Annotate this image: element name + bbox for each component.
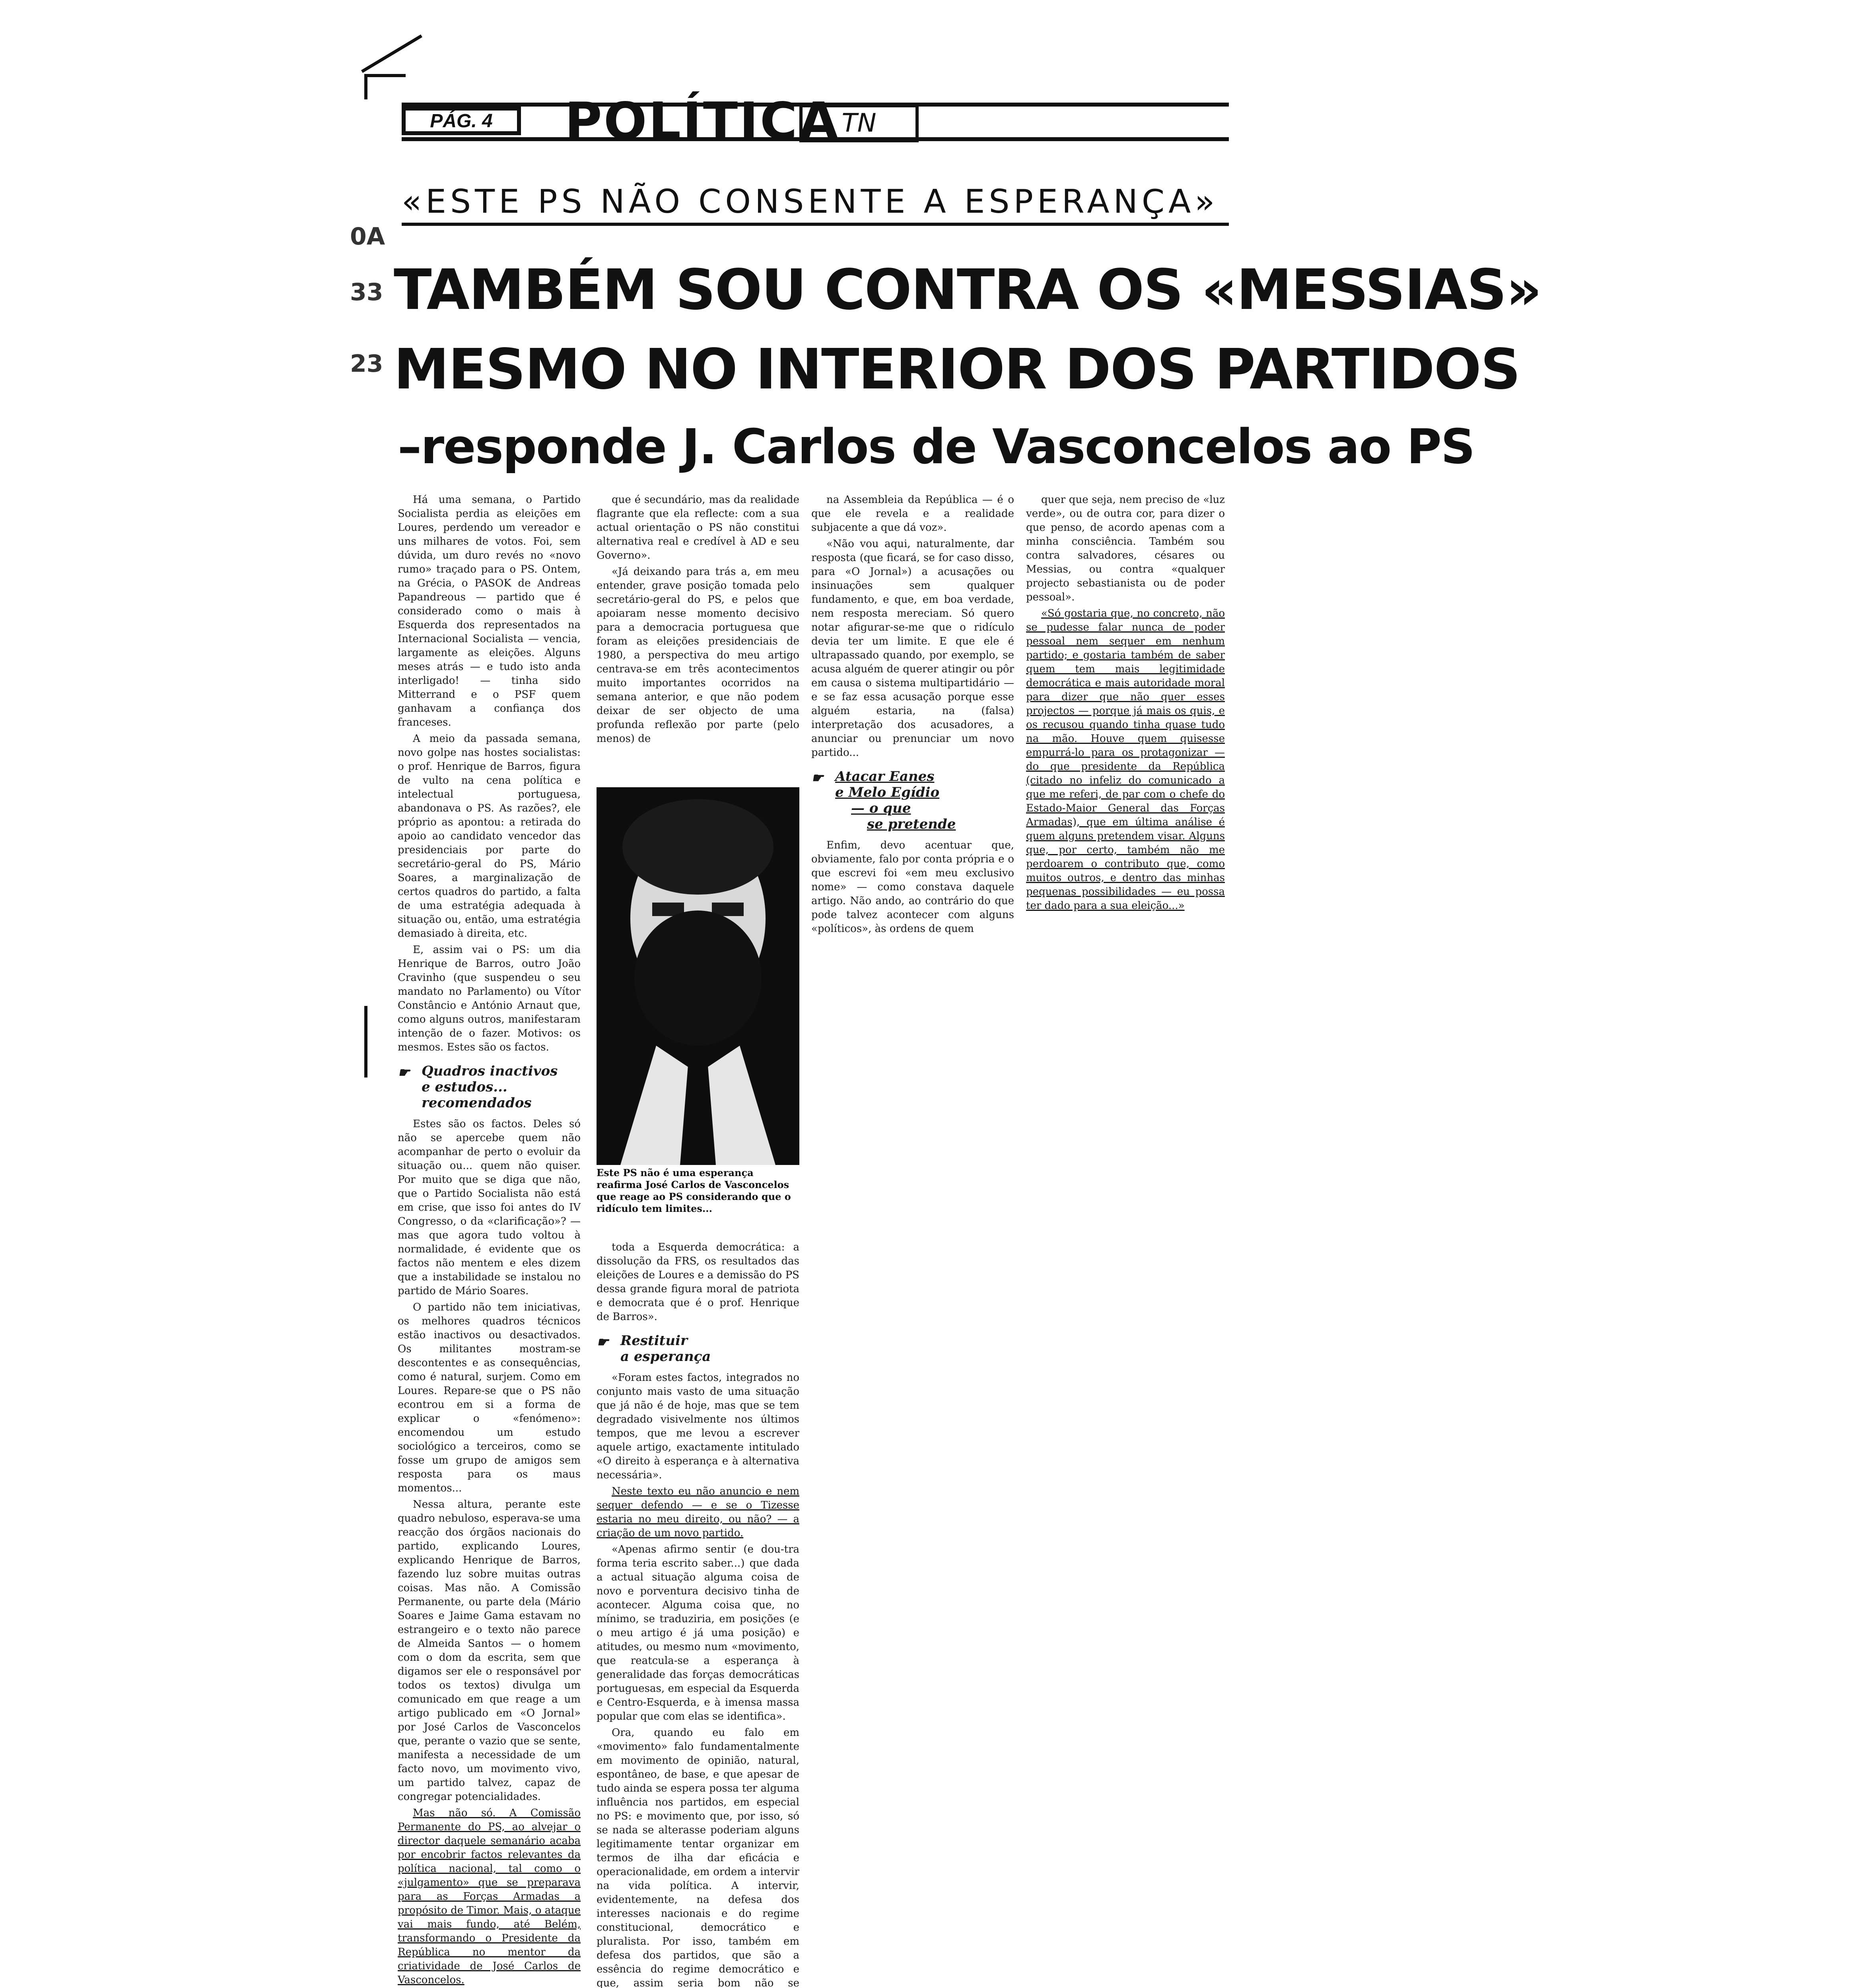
col2-top-p1: que é secundário, mas da realidade flagrante que ela reflecte: com a sua actual orientação o PS não constitui alternativa real e credível à AD e seu Governo». [597, 494, 799, 561]
col1-body1-p2: O partido não tem iniciativas, os melhores quadros técnicos estão inactivos ou desactivados. Os militantes mostram-se descontentes e as consequências, como é natural, surjem. Como em Loures. Repare-se que o PS não econtrou em si a forma de explicar o «fenómeno»: encomendou um estudo sociológico a terceiros, como se fosse um grupo de amigos sem resposta para os maus momentos... [398, 1301, 581, 1494]
headline-line-1: TAMBÉM SOU CONTRA OS «MESSIAS» [394, 258, 1541, 322]
margin-fragment-1: 0A [350, 223, 385, 250]
subhead-line: a esperança [620, 1349, 711, 1365]
margin-bracket-mark [358, 1002, 374, 1081]
subhead-line: Quadros inactivos [422, 1063, 558, 1079]
kicker-rule [402, 223, 1229, 226]
subhead-line: e Melo Egídio [835, 784, 940, 800]
subhead-line: Restituir [620, 1333, 688, 1349]
subhead-line: Atacar Eanes [835, 769, 935, 784]
column-2-top [597, 493, 799, 748]
portrait-photo [597, 787, 799, 1165]
col1-body1-p4: Mas não só. A Comissão Permanente do PS, ao alvejar o director daquele semanário acaba por encobrir factos relevantes da política nacional, tal como o «julgamento» que se preparava para as Forças Armadas a propósito de Timor. Mais, o ataque vai mais fundo, até Belém, transformando o Presidente da República no mentor da criatividade de José Carlos de Vasconcelos. [398, 1807, 581, 1986]
column-3 [811, 493, 1014, 938]
subhead-line: recomendados [422, 1095, 532, 1111]
portrait-photo-image [597, 787, 799, 1165]
column-2-bottom [597, 1241, 799, 1988]
subhead-quadros [398, 1063, 581, 1111]
column-4 [1026, 493, 1225, 915]
col2-body3-p3: «Apenas afirmo sentir (e dou-tra forma teria escrito saber...) que dada a actual situação alguma coisa de novo e porventura decisivo tinha de acontecer. Alguma coisa que, no mínimo, se traduziria, em posições (e o meu artigo é já uma posição) e atitudes, ou mesmo num «movimento, que reatcula-se a esperança à generalidade das forças democráticas portuguesas, em especial da Esquerda e Centro-Esquerda, e à imensa massa popular que com elas se identifica». [597, 1543, 799, 1722]
subhead-line: e estudos... [422, 1079, 507, 1095]
pointing-hand-icon: ☛ [398, 1065, 410, 1081]
photo-caption: Este PS não é uma esperança reafirma José Carlos de Vasconcelos que reage ao PS considerando que o ridículo tem limites... [597, 1167, 791, 1214]
col3-top-p2: «Não vou aqui, naturalmente, dar resposta (que ficará, se for caso disso, para «O Jornal») a acusações ou insinuações sem qualquer fundamento, e que, em boa verdade, nem resposta mereciam. Só quero notar afigurar-se-me que o ridículo devia ter um limite. E que ele é ultrapassado quando, por exemplo, se acusa alguém de querer atingir ou pôr em causa o sistema multipartidário — e se faz essa acusação porque esse alguém estaria, na (falsa) interpretação dos acusadores, a anunciar ou prenunciar um novo partido... [811, 538, 1014, 759]
margin-fragment-3: 23 [350, 350, 383, 378]
subhead-restituir [597, 1333, 799, 1365]
handwritten-tag: TN [799, 104, 919, 142]
margin-fragment-2: 33 [350, 278, 383, 306]
col1-body1-p1: Estes são os factos. Deles só não se apercebe quem não acompanhar de perto o evoluir da situação ou... quem não quiser. Por muito que se diga que não, que o Partido Socialista não está em crise, que isso foi antes do IV Congresso, o da «clarificação»? — mas que agora tudo voltou à normalidade, é evidente que os factos não mentem e eles dizem que a instabilidade se instalou no partido de Mário Soares. [398, 1118, 581, 1297]
col3-top-p1: na Assembleia da República — é o que ele revela e a realidade subjacente a que dá voz». [811, 494, 1014, 534]
section-title: POLÍTICA [565, 92, 840, 151]
page-number: PÁG. 4 [430, 110, 493, 132]
pointing-hand-icon: ☛ [597, 1334, 609, 1350]
col4-body-p2: «Só gostaria que, no concreto, não se pudesse falar nunca de poder pessoal nem sequer em nenhum partido; e gostaria também de saber quem tem mais legitimidade democrática e mais autoridade moral para dizer que não quer esses projectos — porque já mais os quis, e os recusou quando tinha quase tudo na mão. Houve quem quisesse empurrá-lo para os protagonizar — do que presidente da República (citado no infeliz do comunicado a que me referi, de par com o chefe do Estado-Maior General das Forças Armadas), que em última análise é quem alguns pretendem visar. Alguns que, por certo, também não me perdoarem o contributo que, como muitos outros, e dentro das minhas pequenas possibilidades — eu possa ter dado para a sua eleição...» [1026, 608, 1225, 912]
subhead-line: — o que [851, 800, 911, 816]
col2-body3-p2: Neste texto eu não anuncio e nem sequer defendo — e se o Tizesse estaria no meu direito, ou não? — a criação de um novo partido. [597, 1485, 799, 1539]
col2-body3-p1: «Foram estes factos, integrados no conjunto mais vasto de uma situação que já não é de hoje, mas que se tem degradado visivelmente nos últimos tempos, que me levou a escrever aquele artigo, exactamente intitulado «O direito à esperança e à alternativa necessária». [597, 1372, 799, 1481]
pointing-hand-icon: ☛ [811, 770, 824, 786]
article-byline: –responde J. Carlos de Vasconcelos ao PS [398, 419, 1475, 475]
col1-intro-p3: E, assim vai o PS: um dia Henrique de Barros, outro João Cravinho (que suspendeu o seu mandato no Parlamento) ou Vítor Constâncio e António Arnaut que, como alguns outros, manifestaram intenção de o fazer. Motivos: os mesmos. Estes são os factos. [398, 944, 581, 1053]
col2-after-photo: toda a Esquerda democrática: a dissolução da FRS, os resultados das eleições de Loures e a demissão do PS dessa grande figura moral de patriota e democrata que é o prof. Henrique de Barros». [597, 1241, 799, 1323]
subhead-line: se pretende [867, 816, 956, 832]
handwritten-corner-mark [358, 28, 430, 107]
col3-body4-p1: Enfim, devo acentuar que, obviamente, falo por conta própria e o que escrevi foi «em meu exclusivo nome» — como constava daquele artigo. Não ando, ao contrário do que pode talvez acontecer com alguns «políticos», às ordens de quem [811, 839, 1014, 935]
subhead-atacar [811, 769, 1014, 832]
col1-body1-p3: Nessa altura, perante este quadro nebuloso, esperava-se uma reacção dos órgãos nacionais do partido, explicando Loures, explicando Henrique de Barros, fazendo luz sobre muitas outras coisas. Mas não. A Comissão Permanente, ou parte dela (Mário Soares e Jaime Gama estavam no estrangeiro e o texto não parece de Almeida Santos — o homem com o dom da escrita, sem que digamos ser ele o responsável por todos os textos) divulga um comunicado em que reage a um artigo publicado em «O Jornal» por José Carlos de Vasconcelos que, perante o vazio que se sente, manifesta a necessidade de um facto novo, um movimento vivo, um partido talvez, capaz de congregar potencialidades. [398, 1499, 581, 1803]
page-number-box [402, 107, 521, 135]
col1-intro-p2: A meio da passada semana, novo golpe nas hostes socialistas: o prof. Henrique de Barros, figura de vulto na cena política e intelectual portuguesa, abandonava o PS. As razões?, ele próprio as apontou: a retirada do apoio ao candidato vencedor das presidenciais por parte do secretário-geral do PS, Mário Soares, a marginalização de certos quadros do partido, a falta de uma estratégia adequada à situação ou, então, uma estratégia demasiado à direita, etc. [398, 733, 581, 940]
col2-body3-p4: Ora, quando eu falo em «movimento» falo fundamentalmente em movimento de opinião, natural, espontâneo, de base, e que apesar de tudo ainda se espera possa ter alguma influência nos partidos, em especial no PS: e movimento que, por isso, só se nada se alterasse poderiam alguns legitimamente tentar organizar em termos de ilha dar eficácia e operacionalidade, em ordem a intervir na vida política. A intervir, evidentemente, na defesa dos interesses nacionais e do regime constitucional, democrático e pluralista. Por isso, também em defesa dos partidos, que são a essência do regime democrático e que, assim seria bom não se [597, 1727, 799, 1988]
article-kicker: «ESTE PS NÃO CONSENTE A ESPERANÇA» [402, 183, 1219, 221]
headline-line-2: MESMO NO INTERIOR DOS PARTIDOS [394, 337, 1520, 402]
col2-top-p2: «Já deixando para trás a, em meu entender, grave posição tomada pelo secretário-geral do PS, e pelos que apoiaram nesse momento decisivo para a democracia portuguesa que foram as eleições presidenciais de 1980, a perspectiva do meu artigo centrava-se em três acontecimentos muito importantes ocorridos na semana anterior, e que não podem deixar de ser objecto de uma profunda reflexão por parte (pelo menos) de [597, 566, 799, 745]
col1-intro-p1: Há uma semana, o Partido Socialista perdia as eleições em Loures, perdendo um vereador e uns milhares de votos. Foi, sem dúvida, um duro revés no «novo rumo» traçado para o PS. Ontem, na Grécia, o PASOK de Andreas Papandreous — partido que é considerado como o mais à Esquerda dos representados na Internacional Socialista — vencia, largamente as eleições. Alguns meses atrás — e tudo isto anda interligado! — tinha sido Mitterrand e o PSF quem ganhavam a confiança dos franceses. [398, 494, 581, 728]
column-1 [398, 493, 581, 1988]
col4-body-p1: quer que seja, nem preciso de «luz verde», ou de outra cor, para dizer o que penso, de acordo apenas com a minha consciência. Também sou contra salvadores, césares ou Messias, ou contra «qualquer projecto sebastianista ou de poder pessoal». [1026, 494, 1225, 603]
